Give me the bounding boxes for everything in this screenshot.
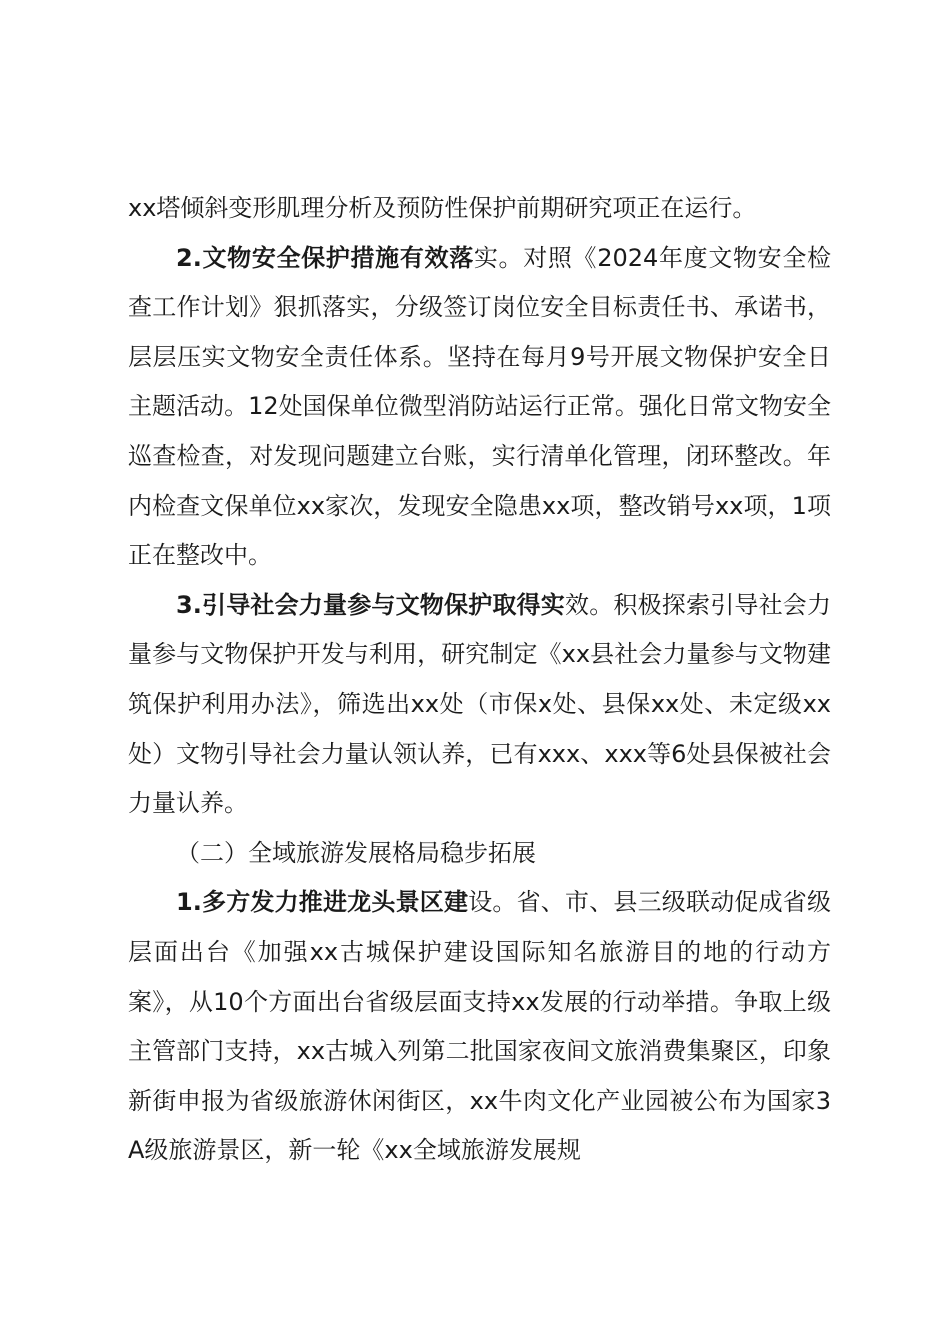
- document-body: [128, 184, 831, 1176]
- paragraph-text: 设。省、市、县三级联动促成省级层面出台《加强xx古城保护建设国际知名旅游目的地的行动方案》，从10个方面出台省级层面支持xx发展的行动举措。争取上级主管部门支持，xx古城入列第二批国家夜间文旅消费集聚区，印象新街申报为省级旅游休闲街区，xx牛肉文化产业园被公布为国家3A级旅游景区，新一轮《xx全域旅游发展规: [128, 888, 831, 1165]
- paragraph-lead: 2.文物安全保护措施有效落: [176, 243, 474, 272]
- paragraph-lead: 3.引导社会力量参与文物保护取得实: [176, 590, 565, 619]
- section-heading: （二）全域旅游发展格局稳步拓展: [176, 838, 536, 867]
- paragraph-text: 效。积极探索引导社会力量参与文物保护开发与利用，研究制定《xx县社会力量参与文物建筑保护利用办法》，筛选出xx处（市保x处、县保xx处、未定级xx处）文物引导社会力量认领认养，已有xxx、xxx等6处县保被社会力量认养。: [128, 590, 831, 818]
- paragraph-social-participation: [128, 581, 831, 829]
- paragraph-safety-measures: [128, 234, 831, 581]
- paragraph-lead: 1.多方发力推进龙头景区建: [176, 888, 469, 917]
- paragraph-scenic-area: [128, 878, 831, 1176]
- paragraph-text: xx塔倾斜变形肌理分析及预防性保护前期研究项正在运行。: [128, 194, 757, 222]
- paragraph-text: 实。对照《2024年度文物安全检查工作计划》狠抓落实，分级签订岗位安全目标责任书、承诺书，层层压实文物安全责任体系。坚持在每月9号开展文物保护安全日主题活动。12处国保单位微型消防站运行正常。强化日常文物安全巡查检查，对发现问题建立台账，实行清单化管理，闭环整改。年内检查文保单位xx家次，发现安全隐患xx项，整改销号xx项，1项正在整改中。: [128, 243, 831, 570]
- paragraph-intro: [128, 184, 831, 234]
